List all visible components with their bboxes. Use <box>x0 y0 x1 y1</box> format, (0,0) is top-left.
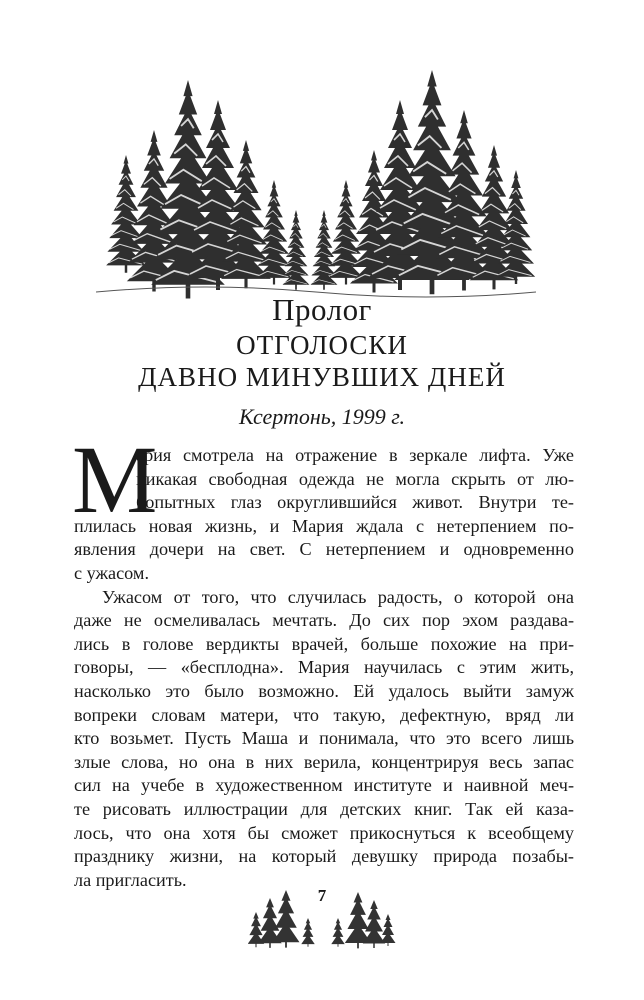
text-line: Ужасом от того, что случилась радость, о которой она <box>102 586 574 607</box>
text-line: ария смотрела на отражение в зеркале лифта. Уже <box>136 445 574 465</box>
text-line: лись в голове вердикты врачей, больше похожие на при- <box>74 633 574 654</box>
text-line: лось, что она хотя бы сможет прикоснуться к всеобщему <box>74 822 574 843</box>
text-line: даже не осмеливалась мечтать. До сих пор эхом раздава- <box>74 610 574 631</box>
text-line: вопреки словам матери, что такую, дефектную, вряд ли <box>74 704 574 725</box>
text-line: кто возьмет. Пусть Маша и понимала, что это всего лишь <box>74 728 574 749</box>
drop-cap: М <box>72 426 158 533</box>
text-line: празднику жизни, на который девушку природа позабы- <box>74 846 574 867</box>
text-line: никакая свободная одежда не могла скрыть от лю- <box>136 468 574 489</box>
body-text <box>72 426 574 892</box>
page-number: 7 <box>298 886 346 906</box>
text-line: явления дочери на свет. С нетерпением и одновременно <box>74 539 574 560</box>
chapter-title-line1: ОТГОЛОСКИ <box>236 330 408 360</box>
text-line: с ужасом. <box>74 562 149 583</box>
text-line: говоры, — «бесплодна». Мария научилась с этим жить, <box>74 657 574 678</box>
text-line: те рисовать иллюстрации для детских книг. Так ей каза- <box>74 798 574 819</box>
text-line: насколько это было возможно. Ей удалось выйти замуж <box>74 680 574 701</box>
chapter-label: Пролог <box>272 292 372 327</box>
text-line: злые слова, но она в них верила, концентрируя весь запас <box>74 751 574 772</box>
text-line: ла пригласить. <box>74 869 187 890</box>
text-line: сил на учебе в художественном институте и наивной меч- <box>74 775 574 796</box>
text-line: бопытных глаз округлившийся живот. Внутри те- <box>136 492 574 513</box>
forest-illustration <box>96 60 536 300</box>
text-line: плилась новая жизнь, и Мария ждала с нетерпением по- <box>74 515 574 536</box>
place-date: Ксертонь, 1999 г. <box>238 404 406 429</box>
chapter-title-line2: ДАВНО МИНУВШИХ ДНЕЙ <box>138 362 506 392</box>
